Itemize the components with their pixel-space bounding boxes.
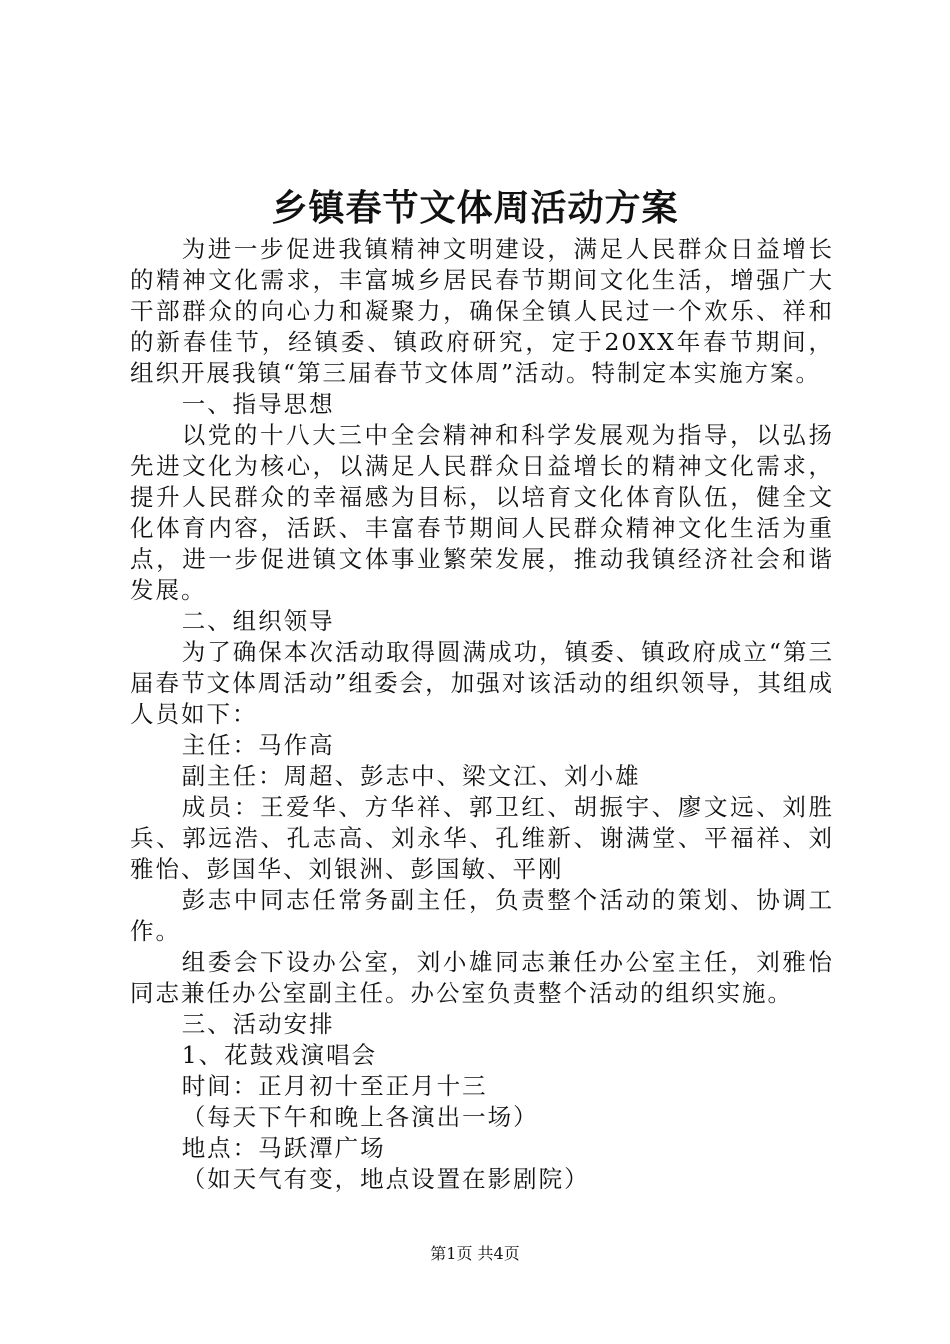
paragraph-organization: 为了确保本次活动取得圆满成功，镇委、镇政府成立“第三届春节文体周活动”组委会，加强对该活动的组织领导，其组成人员如下： — [130, 638, 834, 728]
paragraph-deputy-directors: 副主任：周超、彭志中、梁文江、刘小雄 — [181, 762, 641, 790]
activity-location: 地点：马跃潭广场 — [181, 1134, 386, 1162]
paragraph-office: 组委会下设办公室，刘小雄同志兼任办公室主任，刘雅怡同志兼任办公室副主任。办公室负责整个活动的组织实施。 — [130, 948, 834, 1007]
paragraph-members: 成员：王爱华、方华祥、郭卫红、胡振宇、廖文远、刘胜兵、郭远浩、孔志高、刘永华、孔维新、谢满堂、平福祥、刘雅怡、彭国华、刘银洲、彭国敏、平刚 — [130, 793, 834, 883]
document-title: 乡镇春节文体周活动方案 — [271, 187, 679, 229]
activity-location-note: （如天气有变，地点设置在影剧院） — [181, 1165, 590, 1193]
page-footer: 第1页 共4页 — [430, 1244, 520, 1263]
paragraph-intro: 为进一步促进我镇精神文明建设，满足人民群众日益增长的精神文化需求，丰富城乡居民春节期间文化生活，增强广大干部群众的向心力和凝聚力，确保全镇人民过一个欢乐、祥和的新春佳节，经镇委、镇政府研究，定于20XX年春节期间，组织开展我镇“第三届春节文体周”活动。特制定本实施方案。 — [130, 235, 834, 387]
document-body — [130, 234, 834, 1195]
section-heading-guiding-ideology: 一、指导思想 — [181, 390, 335, 418]
activity-item-title: 1、花鼓戏演唱会 — [181, 1041, 378, 1069]
paragraph-executive-deputy: 彭志中同志任常务副主任，负责整个活动的策划、协调工作。 — [130, 886, 834, 945]
section-heading-activities: 三、活动安排 — [181, 1010, 335, 1038]
section-heading-organization: 二、组织领导 — [181, 607, 335, 635]
paragraph-guiding-ideology: 以党的十八大三中全会精神和科学发展观为指导，以弘扬先进文化为核心，以满足人民群众日益增长的精神文化需求，提升人民群众的幸福感为目标，以培育文化体育队伍，健全文化体育内容，活跃、丰富春节期间人民群众精神文化生活为重点，进一步促进镇文体事业繁荣发展，推动我镇经济社会和谐发展。 — [130, 421, 834, 604]
activity-time-note: （每天下午和晚上各演出一场） — [181, 1103, 539, 1131]
activity-time: 时间：正月初十至正月十三 — [181, 1072, 488, 1100]
paragraph-director: 主任：马作高 — [181, 731, 335, 759]
